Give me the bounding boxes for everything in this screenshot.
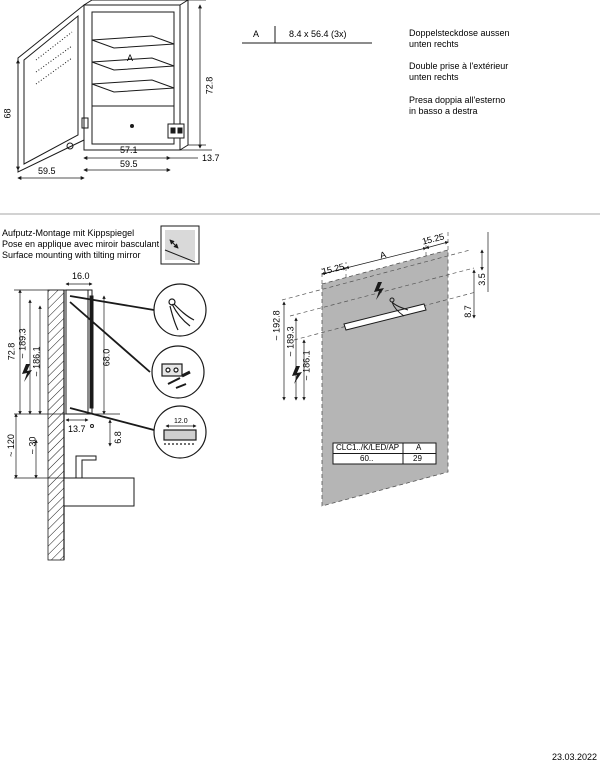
- dim-front-87: 8.7: [462, 305, 473, 318]
- washbasin: [64, 456, 134, 506]
- dim-front-right-offset: 15.25: [421, 231, 446, 247]
- dim-cabinet-width-front: 59.5: [38, 166, 56, 176]
- note-de-line1: Doppelsteckdose aussen: [409, 28, 510, 38]
- dim-side-1861: ~ 186.1: [31, 346, 42, 377]
- dim-front-35: 3.5: [476, 273, 487, 286]
- dim-detail-clip: 12.0: [174, 418, 188, 425]
- cabinet-label-a: A: [127, 53, 134, 63]
- socket-table-label: A: [253, 29, 260, 39]
- dim-side-68: 6.8: [112, 431, 123, 444]
- detail-bracket: [152, 346, 204, 398]
- detail-clip: [154, 406, 206, 458]
- model-table-header-model: CLC1../K/LED/AP: [336, 443, 400, 452]
- dim-side-680: 68.0: [101, 348, 112, 367]
- dim-front-1928: ~ 192.8: [271, 310, 282, 341]
- dim-side-728: 72.8: [6, 342, 17, 361]
- note-fr-line2: unten rechts: [409, 72, 459, 82]
- dim-side-137: 13.7: [68, 424, 86, 434]
- tilting-mirror-icon: [161, 226, 199, 264]
- model-table-header-a: A: [416, 443, 422, 452]
- detail-cable: [154, 284, 206, 336]
- note-it-line2: in basso a destra: [409, 106, 478, 116]
- side-view-wall: [48, 290, 64, 560]
- cabinet-isometric: [18, 0, 188, 172]
- socket-table-value: 8.4 x 56.4 (3x): [289, 29, 347, 39]
- dim-cabinet-width-inner: 57.1: [120, 145, 138, 155]
- model-table-row-model: 60..: [360, 454, 374, 463]
- dim-cabinet-height-right: 72.8: [204, 76, 215, 95]
- dim-cabinet-depth: 13.7: [202, 153, 220, 163]
- document-date: 23.03.2022: [552, 752, 598, 762]
- mounting-title-de: Aufputz-Montage mit Kippspiegel: [2, 228, 135, 238]
- dim-front-1893: ~ 189.3: [285, 326, 296, 357]
- note-it-line1: Presa doppia all'esterno: [409, 95, 506, 105]
- dim-side-120: ~ 120: [5, 434, 16, 457]
- dim-cabinet-height-left: 68: [2, 108, 13, 119]
- dim-side-30: ~ 30: [27, 436, 38, 455]
- mounting-title-en: Surface mounting with tilting mirror: [2, 250, 141, 260]
- dim-front-left-offset: 15.25: [321, 261, 346, 277]
- note-de-line2: unten rechts: [409, 39, 459, 49]
- dim-front-a: A: [378, 249, 388, 261]
- note-fr-line1: Double prise à l'extérieur: [409, 61, 509, 71]
- model-table-row-a: 29: [413, 454, 422, 463]
- dim-side-depth-top: 16.0: [72, 271, 90, 281]
- dim-side-1893: ~ 189.3: [17, 328, 28, 359]
- mounting-title-fr: Pose en applique avec miroir basculant: [2, 239, 160, 249]
- mirror-wall-area: [322, 250, 448, 506]
- dim-front-1861: ~ 186.1: [301, 350, 312, 381]
- dim-cabinet-width-outer: 59.5: [120, 159, 138, 169]
